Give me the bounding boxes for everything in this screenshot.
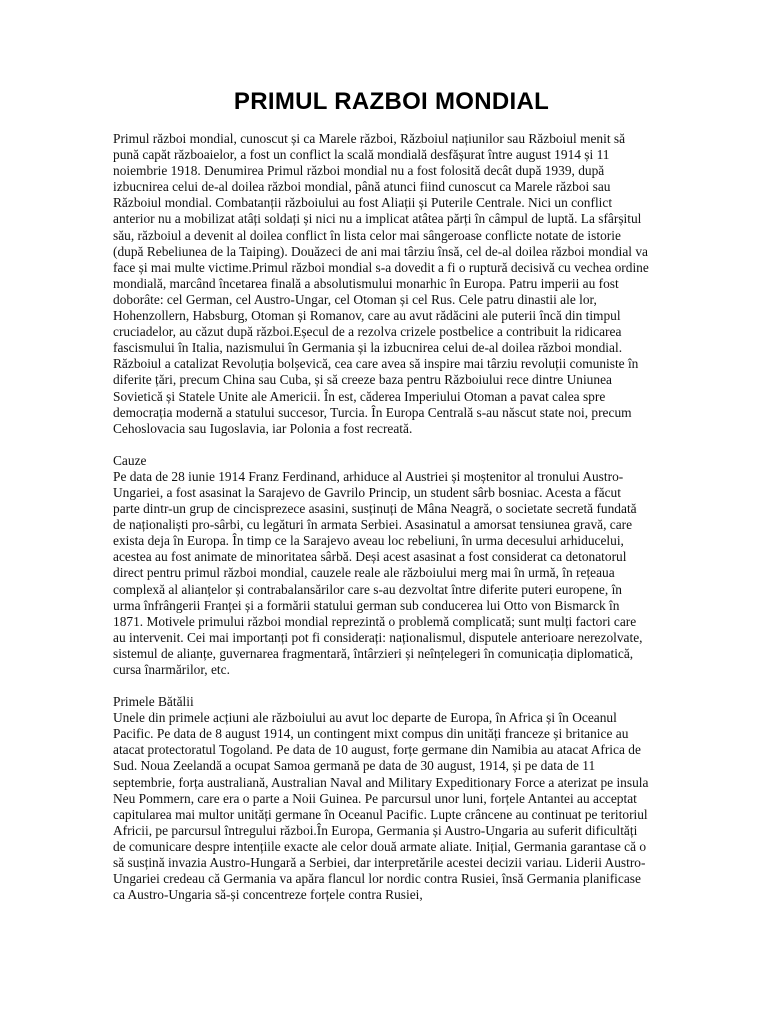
- paragraph-gap: [113, 437, 650, 453]
- paragraph-gap: [113, 678, 650, 694]
- intro-paragraph: Primul război mondial, cunoscut și ca Marele război, Războiul națiunilor sau Războiul menit să pună capăt războaielor, a fost un conflict la scală mondială desfășurat între august 1914 și 11 noiembrie 1918. Denumirea Primul război mondial nu a fost folosită decât după 1939, după izbucnirea celui de-al doilea război mondial, până atunci fiind cunoscut ca Marele război sau Războiul mondial. Combatanții războiului au fost Aliații și Puterile Centrale. Nici un conflict anterior nu a mobilizat atâți soldați și nici nu a implicat atâtea părți în câmpul de luptă. La sfârșitul său, războiul a devenit al doilea conflict în lista celor mai sângeroase conflicte notate de istorie (după Rebeliunea de la Taiping). Douăzeci de ani mai târziu însă, cel de-al doilea război mondial va face și mai multe victime.Primul război mondial s-a dovedit a fi o ruptură decisivă cu vechea ordine mondială, marcând încetarea finală a absolutismului monarhic în Europa. Patru imperii au fost doborâte: cel German, cel Austro-Ungar, cel Otoman și cel Rus. Cele patru dinastii ale lor, Hohenzollern, Habsburg, Otoman și Romanov, care au avut rădăcini ale puterii încă din timpul cruciadelor, au căzut după război.Eșecul de a rezolva crizele postbelice a contribuit la ridicarea fascismului în Italia, nazismului în Germania și la izbucnirea celui de-al doilea război mondial. Războiul a catalizat Revoluția bolșevică, cea care avea să inspire mai târziu revoluții comuniste în diferite țări, precum China sau Cuba, și să creeze baza pentru Războiului rece dintre Uniunea Sovietică și Statele Unite ale Americii. În est, căderea Imperiului Otoman a pavat calea spre democrația modernă a statului succesor, Turcia. În Europa Centrală s-au născut state noi, precum Cehoslovacia sau Iugoslavia, iar Polonia a fost recreată.: [113, 131, 649, 436]
- document-title: PRIMUL RAZBOI MONDIAL: [233, 88, 550, 115]
- section-body-cauze: Pe data de 28 iunie 1914 Franz Ferdinand, arhiduce al Austriei și moștenitor al tronului Austro-Ungariei, a fost asasinat la Sarajevo de Gavrilo Princip, un student sârb bosniac. Acesta a făcut parte dintr-un grup de cincisprezece asasini, susținuți de Mâna Neagră, o societate secretă fundată de naționaliști pro-sârbi, cu legături în armata Serbiei. Asasinatul a amorsat tensiunea gravă, care exista deja în Europa. În timp ce la Sarajevo aveau loc rebeliuni, în urma decesului arhiducelui, acestea au fost animate de minoritatea sârbă. Deși acest asasinat a fost considerat ca detonatorul direct pentru primul război mondial, cauzele reale ale războiului merg mai în urmă, în rețeaua complexă al alianțelor și contrabalansărilor care s-au dezvoltat între diferite puteri europene, în urma înfrângerii Franței și a formării statului german sub conducerea lui Otto von Bismarck în 1871. Motivele primului război mondial reprezintă o problemă complicată; sunt mulți factori care au intervenit. Cei mai importanți pot fi considerați: naționalismul, disputele anterioare nerezolvate, sistemul de alianțe, guvernarea fragmentară, întârzieri și neînțelegeri în comunicația diplomatică, cursa înarmărilor, etc.: [113, 468, 643, 677]
- section-heading-primele-batalii: Primele Bătălii: [113, 694, 194, 710]
- section-heading-cauze: Cauze: [113, 452, 147, 468]
- section-body-primele-batalii: Unele din primele acțiuni ale războiului au avut loc departe de Europa, în Africa și în Oceanul Pacific. Pe data de 8 august 1914, un contingent mixt compus din unități franceze și britanice au atacat protectoratul Togoland. Pe data de 10 august, forțe germane din Namibia au atacat Africa de Sud. Noua Zeelandă a ocupat Samoa germană pe data de 30 august, 1914, și pe data de 11 septembrie, forța australiană, Australian Naval and Military Expeditionary Force a aterizat pe insula Neu Pommern, care era o parte a Noii Guinea. Pe parcursul unor luni, forțele Antantei au acceptat capitularea mai multor unități germane în Oceanul Pacific. Lupte crâncene au continuat pe teritoriul Africii, pe parcursul întregului război.În Europa, Germania și Austro-Ungaria au suferit dificultăți de comunicare despre intențiile exacte ale celor două armate aliate. Inițial, Germania garantase că o să susțină invazia Austro-Hungară a Serbiei, dar interpretările acestei decizii variau. Liderii Austro-Ungariei credeau că Germania va apăra flancul lor nordic contra Rusiei, însă Germania planificase ca Austro-Ungaria să-și concentreze forțele contra Rusiei,: [113, 710, 649, 903]
